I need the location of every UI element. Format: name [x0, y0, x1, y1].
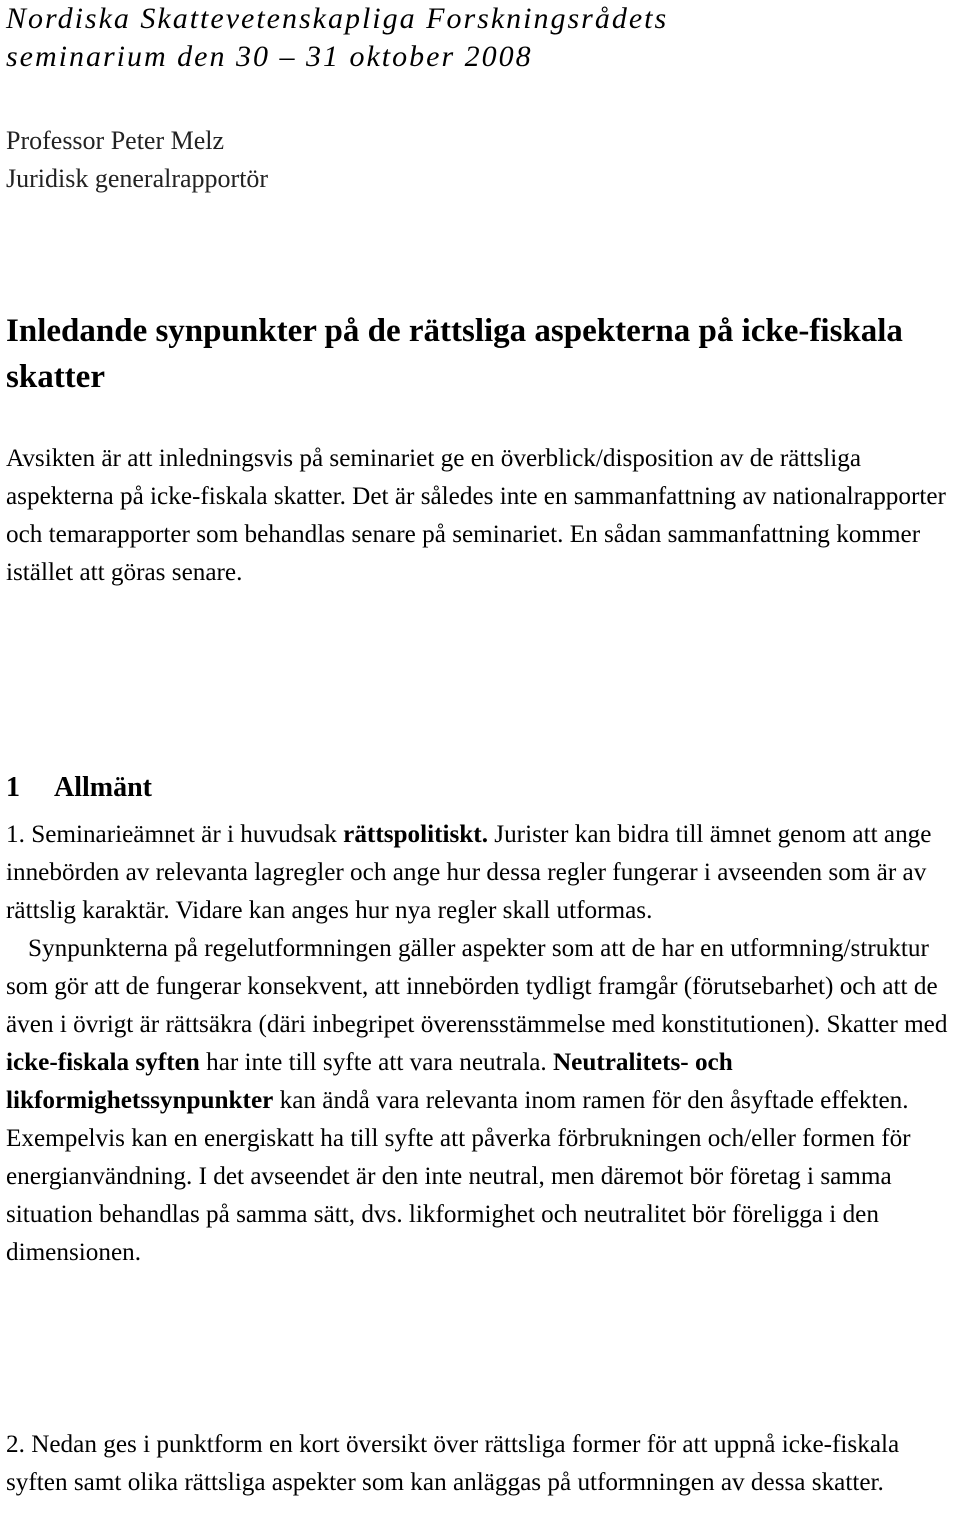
- author-block: [6, 122, 268, 198]
- paragraph-2-emphasis1: icke-fiskala syften: [6, 1049, 200, 1076]
- paragraph-3: 2. Nedan ges i punktform en kort översikt över rättsliga former för att uppnå icke-fiskala syften samt olika rättsliga aspekter som kan anläggas på utformningen av dessa skatter.: [6, 1431, 900, 1496]
- paragraph-2-part1: Synpunkterna på regelutformningen gäller aspekter som att de har en utformning/struktur som gör att de fungerar konsekvent, att innebörden tydligt framgår (förutsebarhet) och att de även i övrigt är rättsäkra (däri inbegripet överensstämmelse med konstitutionen). Skatter med: [6, 935, 948, 1038]
- section-heading: [6, 768, 152, 808]
- author-name: Professor Peter Melz: [6, 126, 225, 155]
- seminar-title-line2: seminarium den 30 – 31 oktober 2008: [6, 40, 533, 73]
- paragraph-1-emphasis: rättspolitiskt.: [343, 821, 488, 848]
- document-title: Inledande synpunkter på de rättsliga aspekterna på icke-fiskala skatter: [6, 313, 903, 395]
- paragraph-2: [6, 930, 960, 1272]
- paragraph-2-part3: kan ändå vara relevanta inom ramen för den åsyftade effekten. Exempelvis kan en energiskatt ha till syfte att påverka förbrukningen och/eller formen för energianvändning. I det avseendet är den inte neutral, men däremot bör företag i samma situation behandlas på samma sätt, dvs. likformighet och neutralitet bör föreligga i den dimensionen.: [6, 1087, 911, 1266]
- intro-paragraph: Avsikten är att inledningsvis på seminariet ge en överblick/disposition av de rättsliga aspekterna på icke-fiskala skatter. Det är således inte en sammanfattning av nationalrapporter och temarapporter som behandlas senare på seminariet. En sådan sammanfattning kommer istället att göras senare.: [6, 445, 946, 586]
- paragraph-2-part2: har inte till syfte att vara neutrala.: [199, 1049, 553, 1076]
- section-body: [6, 816, 960, 1272]
- paragraph-1: [6, 816, 960, 930]
- section-number: 1: [6, 772, 20, 803]
- paragraph-1-prefix: 1. Seminarieämnet är i huvudsak: [6, 821, 344, 848]
- paragraph-1-rest: Jurister kan bidra till ämnet genom att ange innebörden av relevanta lagregler och ange hur dessa regler fungerar i avseenden som är av rättslig karaktär. Vidare kan anges hur nya regler skall utformas.: [6, 821, 932, 924]
- seminar-title-line1: Nordiska Skattevetenskapliga Forskningsrådets: [6, 2, 669, 35]
- author-role: Juridisk generalrapportör: [6, 164, 269, 193]
- seminar-title: [6, 0, 668, 76]
- section-title: Allmänt: [54, 772, 152, 803]
- paragraph-2-emphasis2: Neutralitets- och likformighetssynpunkter: [6, 1049, 733, 1114]
